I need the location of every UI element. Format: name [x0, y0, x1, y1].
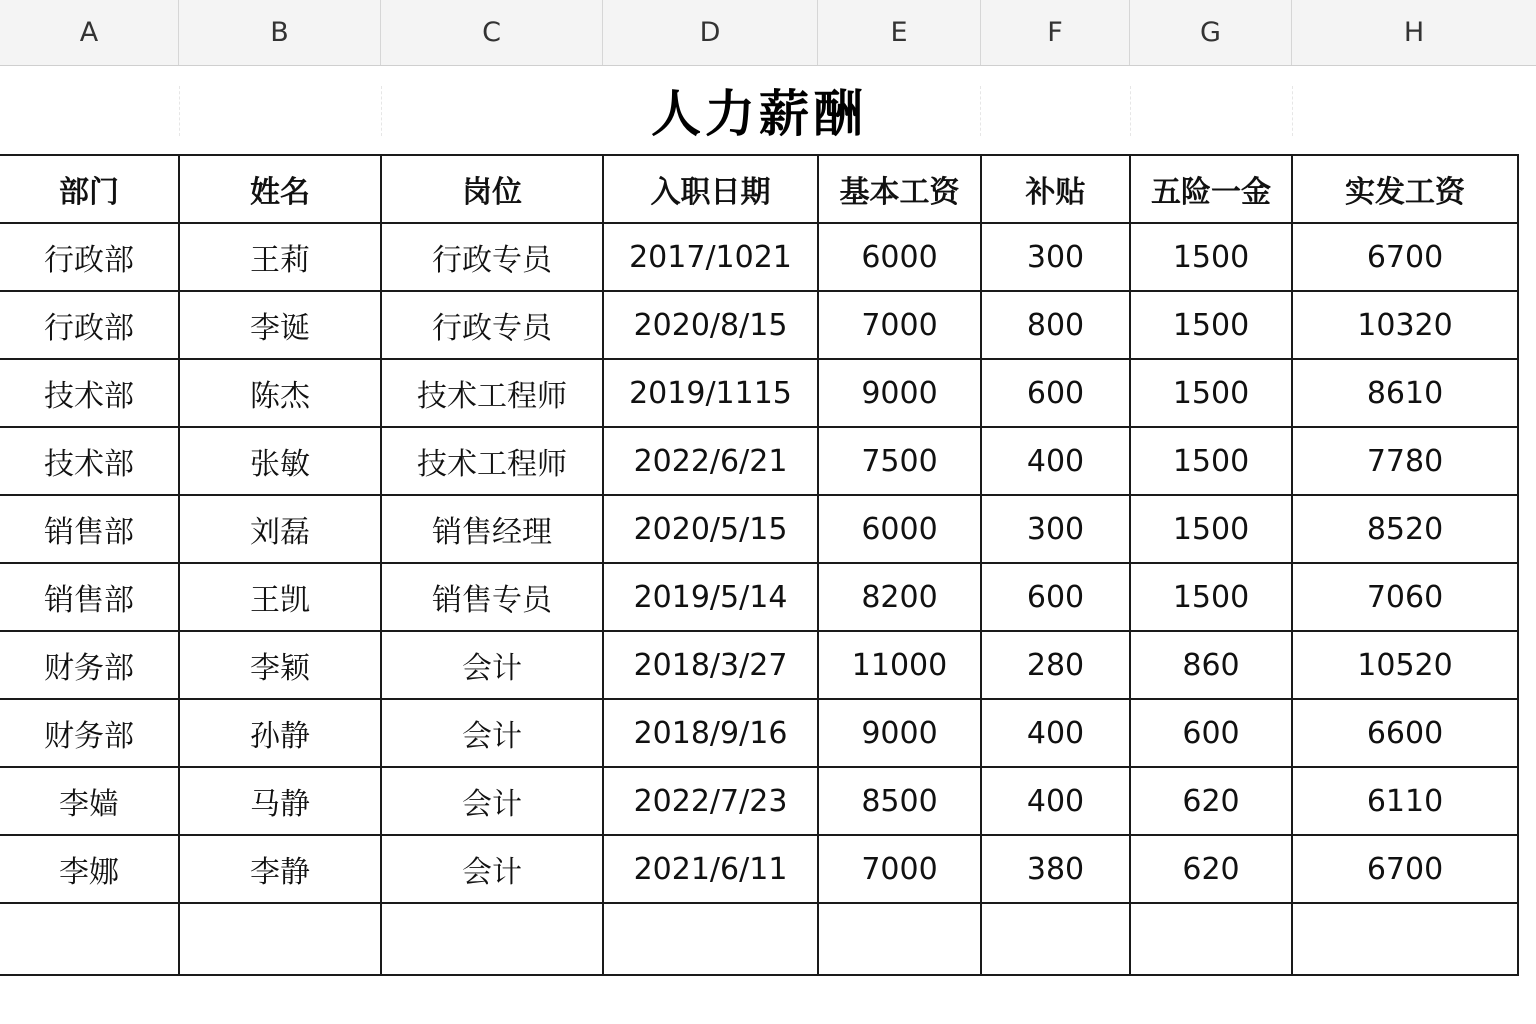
table-cell[interactable]: 2022/6/21 [603, 427, 818, 495]
table-cell[interactable]: 王莉 [179, 223, 381, 291]
table-cell[interactable]: 行政专员 [381, 223, 603, 291]
table-cell[interactable]: 2021/6/11 [603, 835, 818, 903]
table-cell[interactable]: 2019/5/14 [603, 563, 818, 631]
table-cell[interactable]: 张敏 [179, 427, 381, 495]
column-header-e[interactable]: E [818, 0, 981, 65]
table-cell[interactable]: 600 [1130, 699, 1292, 767]
table-row [0, 223, 1518, 291]
table-cell[interactable]: 6000 [818, 495, 981, 563]
table-cell[interactable]: 陈杰 [179, 359, 381, 427]
column-header-g[interactable]: G [1130, 0, 1292, 65]
table-cell[interactable]: 技术工程师 [381, 427, 603, 495]
table-cell[interactable]: 8200 [818, 563, 981, 631]
table-cell[interactable]: 2017/1021 [603, 223, 818, 291]
header-cell[interactable]: 补贴 [981, 155, 1130, 223]
table-cell[interactable]: 李娜 [0, 835, 179, 903]
table-cell[interactable]: 技术部 [0, 427, 179, 495]
gridline [1292, 86, 1293, 136]
table-row [0, 563, 1518, 631]
table-cell[interactable]: 2019/1115 [603, 359, 818, 427]
empty-row [0, 903, 1518, 975]
table-cell[interactable]: 400 [981, 699, 1130, 767]
column-header-h[interactable]: H [1403, 17, 1425, 48]
table-cell[interactable]: 销售专员 [381, 563, 603, 631]
column-header-row [0, 0, 1536, 66]
column-header-c[interactable]: C [381, 0, 603, 65]
table-cell[interactable]: 7060 [1292, 563, 1518, 631]
empty-cell[interactable] [179, 903, 381, 975]
column-header-f[interactable]: F [981, 0, 1130, 65]
header-cell[interactable]: 入职日期 [603, 155, 818, 223]
table-cell[interactable]: 600 [981, 563, 1130, 631]
table-row [0, 359, 1518, 427]
table-row [0, 699, 1518, 767]
table-cell[interactable]: 8520 [1292, 495, 1518, 563]
table-cell[interactable]: 王凯 [179, 563, 381, 631]
table-cell[interactable]: 2020/5/15 [603, 495, 818, 563]
table-cell[interactable]: 刘磊 [179, 495, 381, 563]
table-cell[interactable]: 10320 [1292, 291, 1518, 359]
table-cell[interactable]: 行政部 [0, 223, 179, 291]
table-cell[interactable]: 6000 [818, 223, 981, 291]
empty-cell[interactable] [1292, 903, 1518, 975]
table-cell[interactable]: 7500 [818, 427, 981, 495]
table-cell[interactable]: 会计 [381, 699, 603, 767]
empty-cell[interactable] [603, 903, 818, 975]
table-cell[interactable]: 6700 [1292, 835, 1518, 903]
header-cell[interactable]: 基本工资 [818, 155, 981, 223]
empty-cell[interactable] [0, 903, 179, 975]
table-row [0, 835, 1518, 903]
table-cell[interactable]: 会计 [381, 835, 603, 903]
table-cell[interactable]: 2018/3/27 [603, 631, 818, 699]
header-cell[interactable]: 五险一金 [1130, 155, 1292, 223]
table-row [0, 631, 1518, 699]
table-cell[interactable]: 7000 [818, 835, 981, 903]
table-cell[interactable]: 李嫱 [0, 767, 179, 835]
table-cell[interactable]: 7780 [1292, 427, 1518, 495]
table-cell[interactable]: 8610 [1292, 359, 1518, 427]
column-header-a[interactable]: A [0, 0, 179, 65]
table-cell[interactable]: 1500 [1130, 563, 1292, 631]
table-cell[interactable]: 9000 [818, 359, 981, 427]
table-cell[interactable]: 280 [981, 631, 1130, 699]
sheet-title[interactable]: 人力薪酬 [651, 85, 867, 143]
column-header-b[interactable]: B [179, 0, 381, 65]
table-cell[interactable]: 300 [981, 223, 1130, 291]
table-cell[interactable]: 销售部 [0, 495, 179, 563]
table-cell[interactable]: 400 [981, 767, 1130, 835]
column-header-d[interactable]: D [603, 0, 818, 65]
table-cell[interactable]: 11000 [818, 631, 981, 699]
table-cell[interactable]: 600 [981, 359, 1130, 427]
table-cell[interactable]: 1500 [1130, 495, 1292, 563]
table-cell[interactable]: 6600 [1292, 699, 1518, 767]
table-cell[interactable]: 400 [981, 427, 1130, 495]
table-cell[interactable]: 300 [981, 495, 1130, 563]
empty-cell[interactable] [981, 903, 1130, 975]
table-cell[interactable]: 财务部 [0, 699, 179, 767]
empty-cell[interactable] [381, 903, 603, 975]
table-cell[interactable]: 李诞 [179, 291, 381, 359]
header-cell[interactable]: 部门 [0, 155, 179, 223]
header-cell[interactable]: 岗位 [381, 155, 603, 223]
table-cell[interactable]: 800 [981, 291, 1130, 359]
header-cell[interactable]: 姓名 [179, 155, 381, 223]
table-cell[interactable]: 6110 [1292, 767, 1518, 835]
table-cell[interactable]: 1500 [1130, 223, 1292, 291]
table-cell[interactable]: 李颖 [179, 631, 381, 699]
table-cell[interactable]: 2022/7/23 [603, 767, 818, 835]
table-cell[interactable]: 马静 [179, 767, 381, 835]
table-cell[interactable]: 销售经理 [381, 495, 603, 563]
title-row [0, 66, 1536, 154]
table-cell[interactable]: 2018/9/16 [603, 699, 818, 767]
table-cell[interactable]: 1500 [1130, 427, 1292, 495]
table-cell[interactable]: 8500 [818, 767, 981, 835]
table-row [0, 495, 1518, 563]
table-row [0, 427, 1518, 495]
table-cell[interactable]: 技术部 [0, 359, 179, 427]
table-cell[interactable]: 6700 [1292, 223, 1518, 291]
table-cell[interactable]: 10520 [1292, 631, 1518, 699]
table-cell[interactable]: 9000 [818, 699, 981, 767]
header-row [0, 155, 1518, 223]
table-cell[interactable]: 2020/8/15 [603, 291, 818, 359]
table-cell[interactable]: 李静 [179, 835, 381, 903]
table-cell[interactable]: 销售部 [0, 563, 179, 631]
table-cell[interactable]: 技术工程师 [381, 359, 603, 427]
table-cell[interactable]: 会计 [381, 631, 603, 699]
header-cell[interactable]: 实发工资 [1292, 155, 1518, 223]
table-cell[interactable]: 孙静 [179, 699, 381, 767]
table-cell[interactable]: 1500 [1130, 359, 1292, 427]
table-cell[interactable]: 行政专员 [381, 291, 603, 359]
table-cell[interactable]: 620 [1130, 835, 1292, 903]
table-cell[interactable]: 1500 [1130, 291, 1292, 359]
gridline [179, 86, 180, 136]
empty-cell[interactable] [818, 903, 981, 975]
table-cell[interactable]: 会计 [381, 767, 603, 835]
salary-table [0, 154, 1519, 976]
table-cell[interactable]: 财务部 [0, 631, 179, 699]
table-cell[interactable]: 620 [1130, 767, 1292, 835]
table-cell[interactable]: 380 [981, 835, 1130, 903]
table-cell[interactable]: 行政部 [0, 291, 179, 359]
table-cell[interactable]: 7000 [818, 291, 981, 359]
table-row [0, 767, 1518, 835]
table-row [0, 291, 1518, 359]
table-cell[interactable]: 860 [1130, 631, 1292, 699]
empty-cell[interactable] [1130, 903, 1292, 975]
